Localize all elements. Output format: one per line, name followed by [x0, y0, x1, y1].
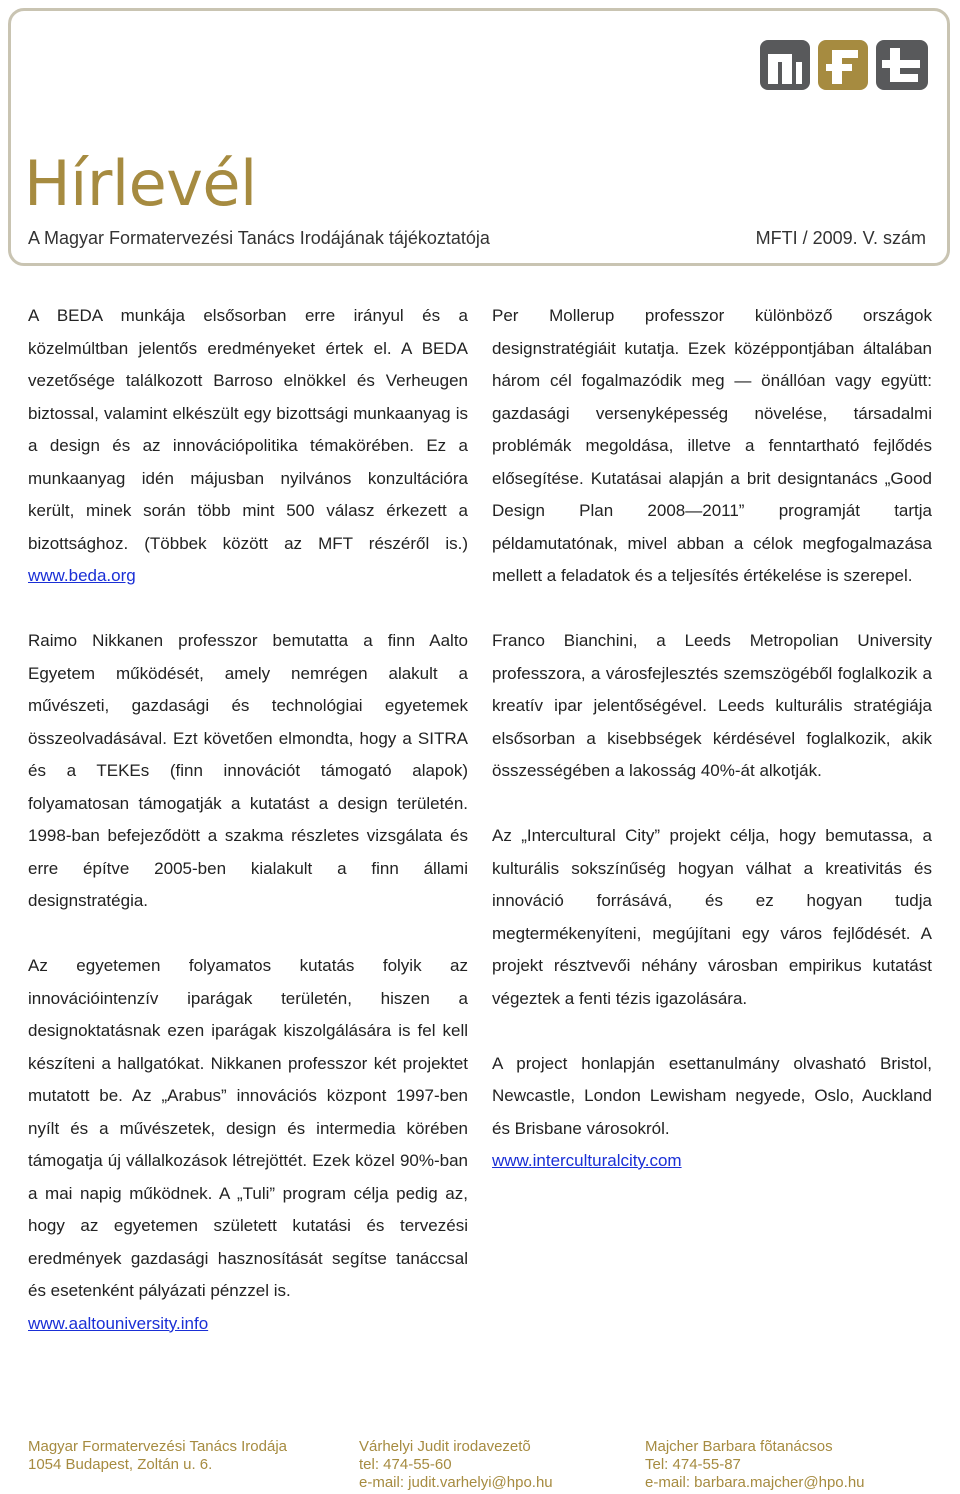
left-column — [28, 300, 468, 1373]
beda-link[interactable]: www.beda.org — [28, 566, 136, 585]
footer-contact-name: Majcher Barbara fõtanácsos — [645, 1438, 833, 1455]
footer-office-name: Magyar Formatervezési Tanács Irodája — [28, 1438, 287, 1455]
footer-contact-phone: Tel: 474-55-87 — [645, 1456, 741, 1473]
bianchini-paragraph: Franco Bianchini, a Leeds Metropolian University professzora, a városfejlesztés szemszögéből foglalkozik a kreatív ipar jelentőségével. Leeds kulturális stratégiája elsősorban a kisebbségek kérdésével foglalkozik, akik összességében a lakosság 40%-át alkotják. — [492, 631, 932, 780]
footer-contact-name: Várhelyi Judit irodavezetõ — [359, 1438, 531, 1455]
page-title: Hírlevél — [24, 147, 257, 220]
footer-office — [28, 1438, 287, 1474]
footer-contact-email[interactable]: e-mail: judit.varhelyi@hpo.hu — [359, 1474, 553, 1491]
footer-contact-email[interactable]: e-mail: barbara.majcher@hpo.hu — [645, 1474, 865, 1491]
footer-contact-majcher — [645, 1438, 865, 1492]
intercultural-link[interactable]: www.interculturalcity.com — [492, 1151, 682, 1170]
footer-office-address: 1054 Budapest, Zoltán u. 6. — [28, 1456, 213, 1473]
case-study-paragraph: A project honlapján esettanulmány olvasható Bristol, Newcastle, London Lewisham negyede, Oslo, Auckland és Brisbane városokról. www.interculturalcity.com — [492, 1053, 932, 1170]
beda-paragraph: A BEDA munkája elsősorban erre irányul és a közelmúltban jelentős eredményeket értek el. A BEDA vezetősége találkozott Barroso elnökkel és Verheugen biztossal, valamint elkészült egy bizottsági munkaanyag is a design és az innovációpolitika témakörében. Ez a munkaanyag idén májusban nyilvános konzultációra került, minek során több mint 500 válasz érkezett a bizottsághoz. (Többek között az MFT részéről is.) www.beda.org — [28, 306, 468, 585]
research-paragraph: Az egyetemen folyamatos kutatás folyik az innovációintenzív iparágak területén, hiszen a designoktatásnak ezen iparágak kiszolgálására is fel kell készíteni a hallgatókat. Nikkanen professzor két projektet mutatott be. Az „Arabus” innovációs központ 1997-ben nyílt és a művészetek, design és intermedia körében támogatja új vállalkozások létrejöttét. Ezek közel 90%-ban a mai napig működnek. A „Tuli” program célja pedig az, hogy az egyetemen született kutatási és tervezési eredmények gazdasági hasznosítását segítse tanáccsal és esetenként pályázati pénzzel is. www.aaltouniversity.info — [28, 956, 468, 1333]
nikkanen-paragraph: Raimo Nikkanen professzor bemutatta a finn Aalto Egyetem működését, amely nemrégen alakult a művészeti, gazdasági és technológiai egyetemek összeolvadásával. Ezt követően elmondta, hogy a SITRA és a TEKEs (finn innovációt támogató alapok) folyamatosan támogatják a kutatást a design területén. 1998-ban befejeződött a szakma részletes vizsgálata és erre építve 2005-ben kialakult a finn állami designstratégia. — [28, 631, 468, 910]
footer-contact-varhelyi — [359, 1438, 553, 1492]
intercultural-paragraph: Az „Intercultural City” projekt célja, hogy bemutassa, a kulturális sokszínűség hogyan válhat a kreativitás és innováció forrásává, és ez hogyan tudja megtermékenyíteni, megújítani egy város fejlődését. A projekt résztvevői néhány városban empirikus kutatást végeztek a fenti tézis igazolására. — [492, 826, 932, 1008]
issue-number: MFTI / 2009. V. szám — [755, 228, 926, 248]
right-column — [492, 300, 932, 1210]
mft-logo — [760, 40, 928, 90]
mollerup-paragraph: Per Mollerup professzor különböző országok designstratégiáit kutatja. Ezek középpontjában általában három cél fogalmazódik meg ― önállóan vagy együtt: gazdasági versenyképesség növelése, társadalmi problémák megoldása, illetve a fenntartható fejlődés elősegítése. Kutatásai alapján a brit designtanács „Good Design Plan 2008―2011” programját tartja példamutatónak, mivel abban a célok megfogalmazása mellett a feladatok és a teljesítés értékelése is szerepel. — [492, 306, 932, 585]
aalto-link[interactable]: www.aaltouniversity.info — [28, 1313, 209, 1333]
footer-contact-phone: tel: 474-55-60 — [359, 1456, 452, 1473]
newsletter-subtitle: A Magyar Formatervezési Tanács Irodájának tájékoztatója — [28, 228, 490, 248]
